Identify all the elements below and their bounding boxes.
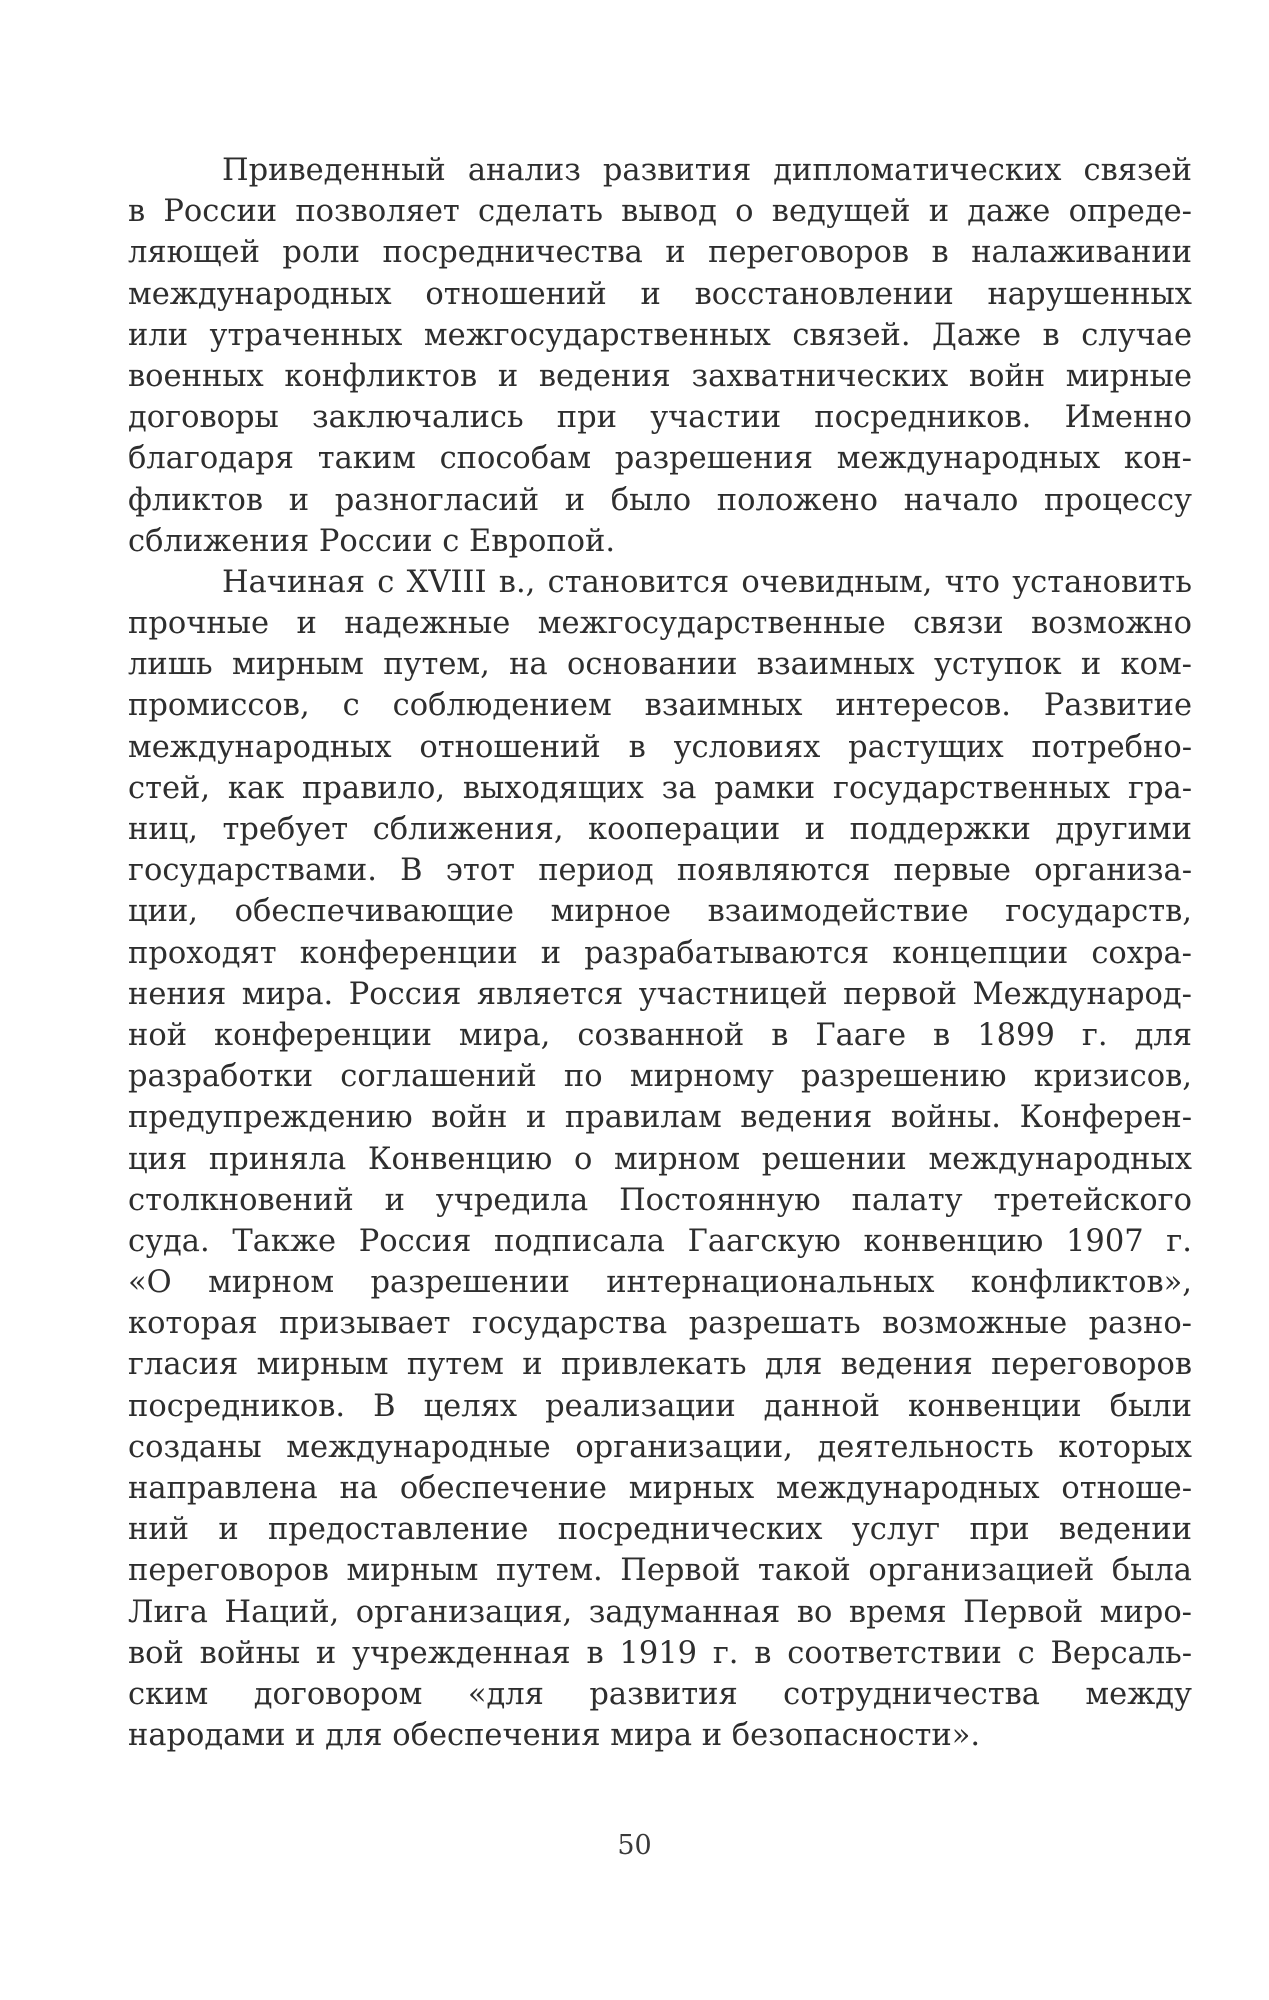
text-line: гласия мирным путем и привлекать для ведения переговоров xyxy=(128,1347,1192,1383)
text-line: переговоров мирным путем. Первой такой организацией была xyxy=(128,1553,1192,1589)
text-line: благодаря таким способам разрешения международных кон- xyxy=(128,441,1192,477)
text-line: в России позволяет сделать вывод о ведущей и даже опреде- xyxy=(128,194,1192,230)
text-line: ляющей роли посредничества и переговоров в налаживании xyxy=(128,235,1192,271)
text-line: разработки соглашений по мирному разрешению кризисов, xyxy=(128,1059,1192,1095)
text-line: ции, обеспечивающие мирное взаимодействие государств, xyxy=(128,894,1192,930)
text-line: направлена на обеспечение мирных международных отноше- xyxy=(128,1471,1192,1506)
text-line: ция приняла Конвенцию о мирном решении международных xyxy=(128,1141,1192,1177)
text-line: созданы международные организации, деятельность которых xyxy=(128,1429,1192,1465)
text-line: вой войны и учрежденная в 1919 г. в соответствии с Версаль- xyxy=(128,1635,1192,1671)
paragraph-2 xyxy=(128,562,1192,1756)
text-line: Приведенный анализ развития дипломатических связей xyxy=(222,153,1192,188)
text-line: государствами. В этот период появляются первые организа- xyxy=(128,853,1192,889)
text-line: или утраченных межгосударственных связей. Даже в случае xyxy=(128,317,1192,353)
text-line: международных отношений в условиях растущих потребно- xyxy=(128,729,1192,765)
text-line: фликтов и разногласий и было положено начало процессу xyxy=(128,482,1192,518)
text-line: ний и предоставление посреднических услуг при ведении xyxy=(128,1512,1192,1548)
text-line: стей, как правило, выходящих за рамки государственных гра- xyxy=(128,770,1192,806)
text-line: нения мира. Россия является участницей первой Международ- xyxy=(128,976,1192,1012)
text-line: ским договором «для развития сотрудничества между xyxy=(128,1676,1192,1712)
text-line: проходят конференции и разрабатываются концепции сохра- xyxy=(128,935,1192,971)
text-line: «О мирном разрешении интернациональных конфликтов», xyxy=(128,1265,1192,1301)
text-line: договоры заключались при участии посредников. Именно xyxy=(128,400,1192,436)
page-number: 50 xyxy=(617,1830,652,1861)
text-line: суда. Также Россия подписала Гаагскую конвенцию 1907 г. xyxy=(128,1223,1192,1259)
text-line: ной конференции мира, созванной в Гааге в 1899 г. для xyxy=(128,1017,1192,1053)
text-line: Начиная с XVIII в., становится очевидным, что установить xyxy=(222,564,1192,600)
text-line: международных отношений и восстановлении нарушенных xyxy=(128,276,1192,312)
body-text xyxy=(128,150,1192,1756)
text-line: посредников. В целях реализации данной конвенции были xyxy=(128,1388,1192,1424)
paragraph-1 xyxy=(128,150,1192,562)
text-line: прочные и надежные межгосударственные связи возможно xyxy=(128,606,1192,642)
text-line: народами и для обеспечения мира и безопасности». xyxy=(128,1718,981,1754)
text-line: военных конфликтов и ведения захватнических войн мирные xyxy=(128,358,1192,394)
text-line: ниц, требует сближения, кооперации и поддержки другими xyxy=(128,812,1192,847)
text-line: лишь мирным путем, на основании взаимных уступок и ком- xyxy=(128,647,1192,683)
text-line: Лига Наций, организация, задуманная во время Первой миро- xyxy=(128,1594,1192,1630)
text-line: которая призывает государства разрешать возможные разно- xyxy=(128,1306,1192,1342)
text-line: промиссов, с соблюдением взаимных интересов. Развитие xyxy=(128,688,1192,724)
text-line: предупреждению войн и правилам ведения войны. Конферен- xyxy=(128,1100,1192,1136)
text-line: столкновений и учредила Постоянную палату третейского xyxy=(128,1182,1192,1218)
text-line: сближения России с Европой. xyxy=(128,523,616,559)
